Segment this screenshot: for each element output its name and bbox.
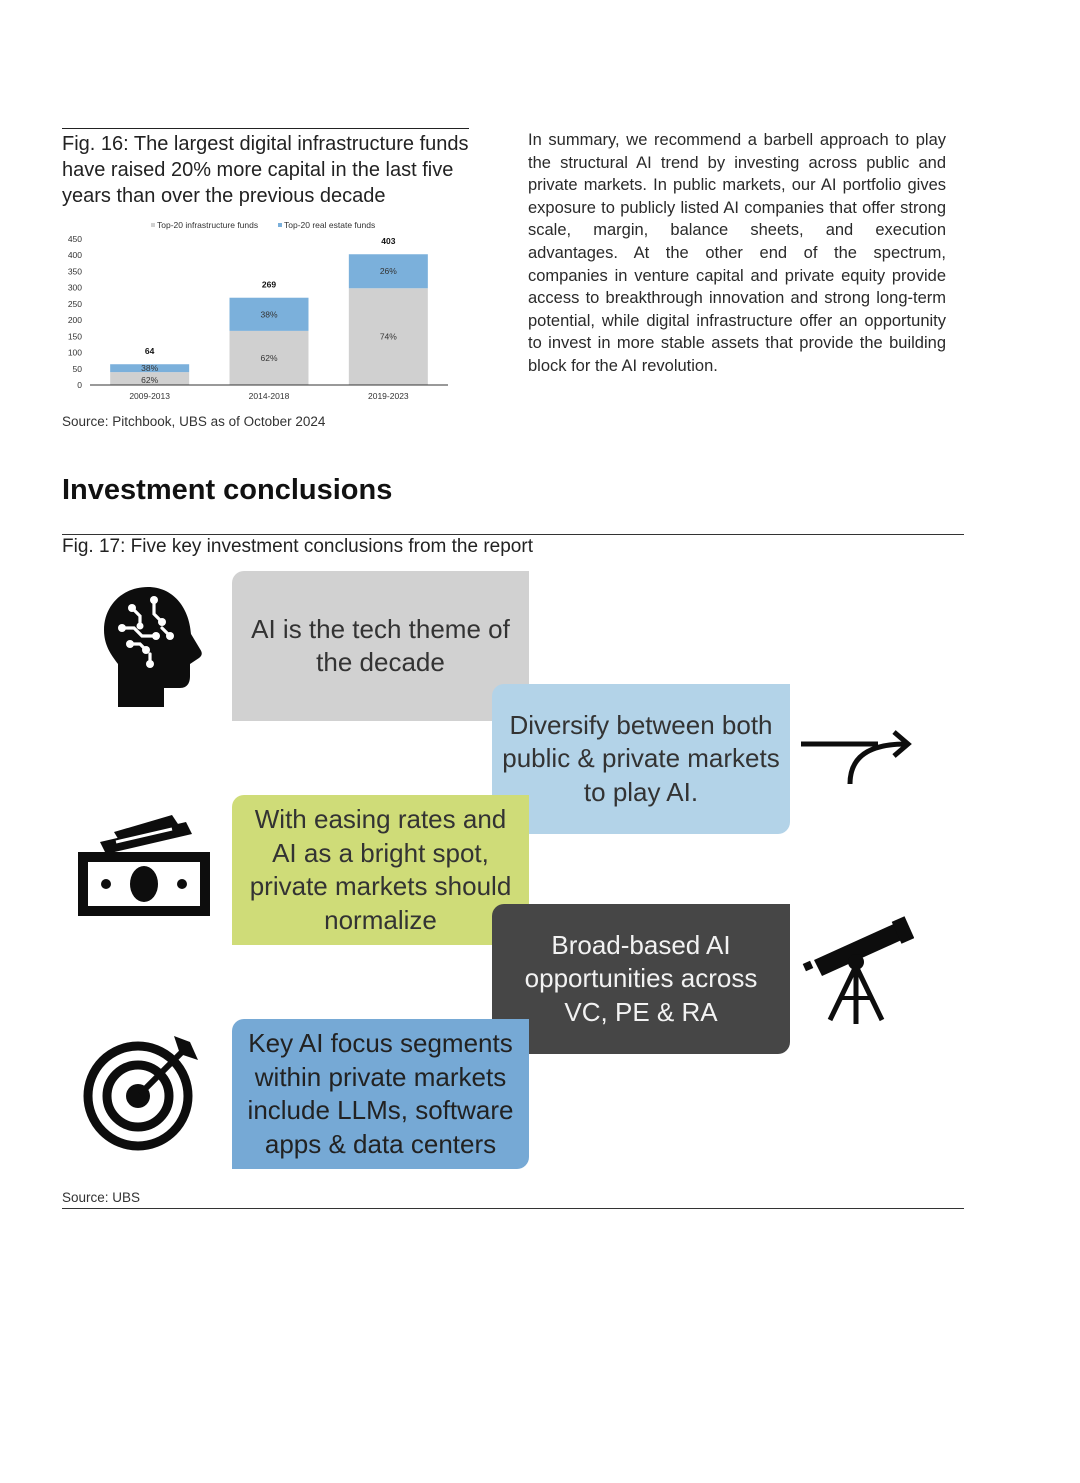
- branching-arrow-icon: [798, 726, 914, 788]
- conclusion-box-2: Diversify between both public & private markets to play AI.: [492, 684, 790, 834]
- figure-17-top-rule: [62, 534, 964, 535]
- figure-17-bottom-rule: [62, 1208, 964, 1209]
- legend-swatch: [278, 223, 282, 227]
- y-tick-label: 0: [77, 380, 82, 390]
- figure-16-chart: [62, 216, 462, 406]
- telescope-icon: [802, 916, 914, 1028]
- y-tick-label: 250: [67, 298, 82, 309]
- legend-label: Top-20 real estate funds: [284, 220, 376, 230]
- figure-17-source: Source: UBS: [62, 1190, 141, 1205]
- target-icon: [80, 1030, 204, 1154]
- figure-16-source: Source: Pitchbook, UBS as of October 2024: [62, 414, 326, 429]
- money-bills-icon: [76, 812, 212, 918]
- data-label: 26%: [379, 266, 397, 277]
- y-tick-label: 450: [67, 234, 82, 244]
- legend-label: Top-20 infrastructure funds: [157, 220, 259, 230]
- y-tick-label: 350: [67, 266, 82, 277]
- section-title: Investment conclusions: [62, 474, 393, 506]
- y-tick-label: 100: [67, 347, 82, 358]
- y-tick-label: 300: [67, 282, 82, 293]
- figure-16-top-rule: [62, 128, 469, 129]
- x-tick-label: 2019-2023: [368, 391, 409, 401]
- y-tick-label: 400: [67, 250, 82, 261]
- y-tick-label: 50: [72, 363, 82, 374]
- ai-head-icon: [100, 584, 206, 710]
- conclusion-box-4: Broad-based AI opportunities across VC, PE & RA: [492, 904, 790, 1054]
- conclusion-box-5: Key AI focus segments within private markets include LLMs, software apps & data centers: [232, 1019, 529, 1169]
- x-tick-label: 2009-2013: [129, 391, 170, 401]
- total-label: 269: [261, 279, 277, 290]
- figure-16-caption: Fig. 16: The largest digital infrastructure funds have raised 20% more capital in the last five years than over the previous decade: [62, 133, 469, 207]
- summary-paragraph: In summary, we recommend a barbell approach to play the structural AI trend by investing across public and private markets. In public markets, our AI portfolio gives exposure to publicly listed AI companies that offer strong scale, margin, balance sheets, and execution advantages. At the other end of the spectrum, companies in venture capital and private equity provide access to breakthrough innovation and strong long-term potential, while digital infrastructure offer an opportunity to invest in more stable assets that provide the building block for the AI revolution.: [528, 131, 946, 375]
- figure-17-caption: Fig. 17: Five key investment conclusions from the report: [62, 536, 533, 557]
- y-tick-label: 200: [67, 315, 82, 326]
- data-label: 62%: [141, 375, 159, 385]
- data-label: 62%: [260, 352, 278, 363]
- conclusion-box-3: With easing rates and AI as a bright spot, private markets should normalize: [232, 795, 529, 945]
- total-label: 403: [381, 236, 396, 247]
- data-label: 38%: [141, 363, 159, 374]
- conclusion-box-1: AI is the tech theme of the decade: [232, 571, 529, 721]
- data-label: 38%: [260, 309, 278, 320]
- total-label: 64: [144, 346, 155, 357]
- data-label: 74%: [379, 331, 397, 342]
- x-tick-label: 2014-2018: [248, 391, 290, 401]
- y-tick-label: 150: [67, 331, 82, 342]
- legend-swatch: [151, 223, 155, 227]
